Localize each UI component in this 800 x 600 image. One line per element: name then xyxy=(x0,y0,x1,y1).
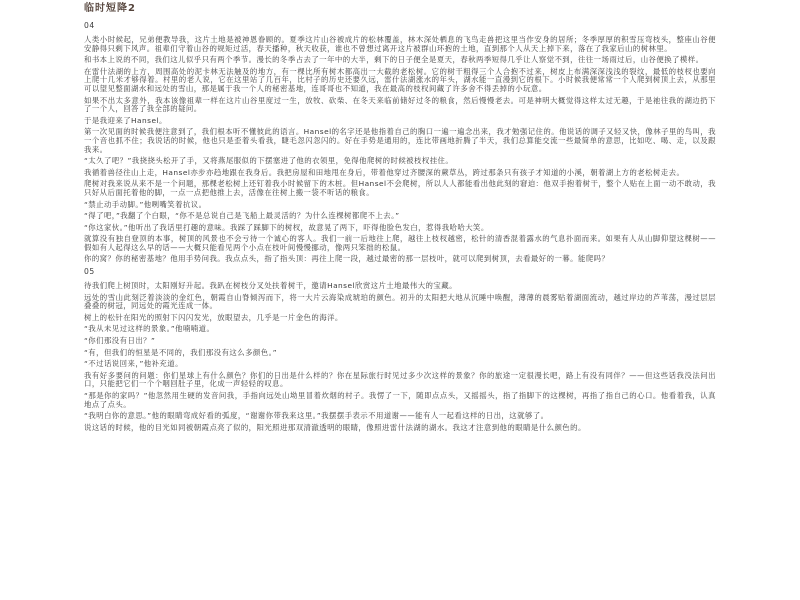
paragraph: “有，但我们的恒星是不同的，我们那没有这么多颜色。” xyxy=(84,347,278,357)
paragraph: “禁止动手动脚。”他咧嘴笑着抗议。 xyxy=(84,199,207,209)
paragraph: 树上的松针在阳光的照射下闪闪发光，放眼望去，几乎是一片金色的海洋。 xyxy=(84,312,343,322)
paragraph: “我明白你的意思。”他的眼睛弯成好看的弧度，“谢谢你带我来这里。”我摆摆手表示不用道谢——能有人一起看这样的日出，这就够了。 xyxy=(84,411,549,421)
text-page xyxy=(84,3,716,435)
paragraph: 远处的雪山此刻泛着淡淡的金红色，朝霞自山脊倾泻而下，将一大片云海染成琥珀的颜色。初升的太阳把大地从沉睡中唤醒，薄薄的晨雾贴着湖面流动，越过岸边的芦苇荡，漫过层层叠叠的树冠，同远处的霞光连成一体。 xyxy=(84,292,716,311)
paragraph: “那是你的家吗？”他忽然用生硬的发音问我，手指向远处山坳里冒着炊烟的村子。我愣了一下，随即点点头，又摇摇头，指了指脚下的这棵树，再指了指自己的心口。他看着我，认真地点了点头。 xyxy=(84,391,716,409)
paragraph: 你的窝？你的秘密基地？他用手势问我。我点点头，指了指头顶：再往上爬一段，越过最密的那一层枝叶，就可以爬到树顶，去看最好的一幕。能爬吗？ xyxy=(84,254,610,264)
chapter-title: 临时短降2 xyxy=(84,3,136,14)
paragraph: 就算没有独自登顶的本事，树顶的风景也不会亏待一个诚心的客人。我们一前一后地往上爬，越往上枝杈越密，松针的清香混着露水的气息扑面而来。如果有人从山脚仰望这棵树——假如有人起得这么早的话——大概只能看见两个小点在枝叶间慢慢挪动，像两只笨拙的松鼠。 xyxy=(84,234,716,252)
paragraph: 爬树对我来说从来不是一个问题，那棵老松树上还钉着我小时候留下的木桩。但Hansel不会爬树，所以人人都能看出他此刻的窘迫：他双手抱着树干，整个人贴在上面一动不敢动，我只好从后面托着他的脚，一点一点把他推上去，活像在往树上搬一袋不听话的粮食。 xyxy=(84,179,716,197)
section-heading: 05 xyxy=(84,267,95,277)
paragraph: 待我们爬上树顶时，太阳刚好升起。我趴在树枝分叉处扶着树干，邀请Hansel欣赏这片土地最伟大的宝藏。 xyxy=(84,281,457,291)
chapter-body xyxy=(84,21,716,432)
paragraph: “你们那没有日出？” xyxy=(84,336,156,346)
paragraph: 和书本上说的不同，我们这儿似乎只有两个季节。漫长的冬季占去了一年中的大半，剩下的日子便全是夏天，春秋两季短得几乎让人察觉不到，往往一场雨过后，山谷便换了模样。 xyxy=(84,55,704,65)
paragraph: “太久了吧？”我挠挠头松开了手，又将燕尾服似的下摆塞进了他的衣领里，免得他爬树的时候被枝杈挂住。 xyxy=(84,156,454,166)
paragraph: “得了吧，”我翻了个白眼，“你不是总说自己是飞船上最灵活的？为什么连棵树都爬不上去。” xyxy=(84,211,400,221)
section-heading: 04 xyxy=(84,21,95,30)
paragraph: “我从未见过这样的景象。”他喃喃道。 xyxy=(84,324,215,334)
paragraph: 我有好多要问的问题：你们星球上有什么颜色？你们的日出是什么样的？你在星际旅行时见过多少次这样的景象？你的旅途一定很漫长吧，路上有没有同伴？——但这些话我没法问出口，只能把它们一个个咽回肚子里，化成一声轻轻的叹息。 xyxy=(84,370,716,389)
paragraph: 在雷什法湖的上方，周围高处的泥卡林无法触及的地方，有一棵比所有树木都高出一大截的老松树。它的树干粗得三个人合抱不过来，树皮上布满深深浅浅的裂纹，最低的枝杈也要向上爬十几米才够得着。村里的老人说，它在这里站了几百年，比村子的历史还要久远，雷什法湖涨水的年头，湖水能一直漫到它的根下。小时候我便常常一个人爬到树顶上去，从那里可以望见整面湖水和远处的雪山，那是属于我一个人的秘密基地，连哥哥也不知道，我在最高的枝杈间藏了许多舍不得丢掉的小玩意。 xyxy=(84,66,716,93)
paragraph: “不过话说回来，”他补充道。 xyxy=(84,359,183,369)
paragraph: 说这话的时候，他的目光如同被朝霞点亮了似的，阳光照进那双清澈透明的眼睛，像照进雷什法湖的湖水。我这才注意到他的眼睛是什么颜色的。 xyxy=(84,422,586,432)
paragraph: 于是我迎来了Hansel。 xyxy=(84,115,167,125)
paragraph: “你这家伙。”他听出了我话里打趣的意味。我踩了踩脚下的树杈，故意晃了两下，吓得他脸色发白，惹得我哈哈大笑。 xyxy=(84,222,489,232)
paragraph: 如果不出太多意外，我本该像祖辈一样在这片山谷里度过一生，放牧、砍柴、在冬天来临前储好过冬的粮食，然后慢慢老去。可是神明大概觉得这样太过无趣，于是祂往我的湖边扔下了一个人，回答了我全部的疑问。 xyxy=(84,95,716,114)
paragraph: 我循着兽径往山上走，Hansel亦步亦趋地跟在我身后。我把房屋和田地甩在身后，带着他穿过齐腰深的蕨草丛，跨过那条只有孩子才知道的小溪，朝着湖上方的老松树走去。 xyxy=(84,167,685,177)
paragraph: 第一次见面的时候我便注意到了，我们根本听不懂彼此的语言。Hansel的名字还是他指着自己的胸口一遍一遍念出来，我才勉强记住的。他说话的调子又轻又快，像林子里的鸟叫，我一个音也抓不住；我说话的时候，他也只是歪着头看我，睫毛忽闪忽闪的。好在手势是通用的，连比带画地折腾了半天，我们总算能交流一些最简单的意思，比如吃、喝、走，以及跟我来。 xyxy=(84,127,716,154)
paragraph: 人类小时候起，兄弟便教导我，这片土地是被神恩眷顾的。夏季这片山谷被成片的松林覆盖，林木深处栖息的飞鸟走兽把这里当作安身的居所；冬季厚厚的积雪压弯枝头，整座山谷便安静得只剩下风声。祖辈们守着山谷的规矩过活，春天播种，秋天收获，谁也不曾想过离开这片被群山环抱的土地，直到那个人从天上掉下来，落在了我家后山的树林里。 xyxy=(84,35,716,53)
